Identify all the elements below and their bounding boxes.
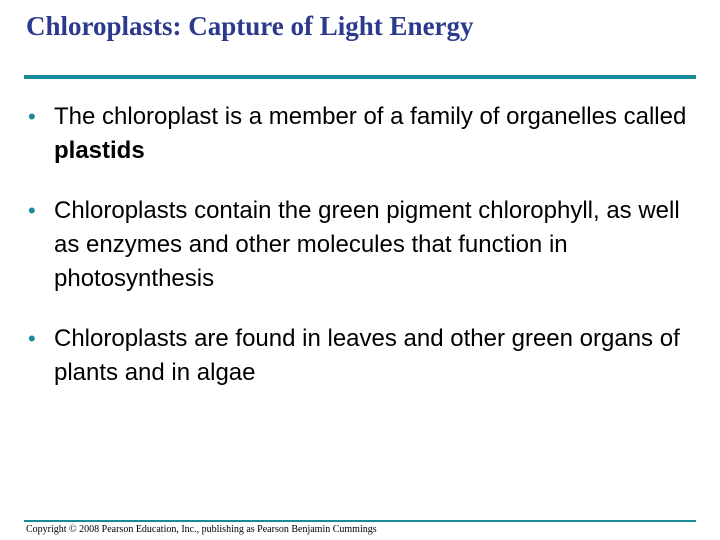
bullet-item <box>28 194 688 296</box>
footer-divider <box>24 520 696 522</box>
slide-title: Chloroplasts: Capture of Light Energy <box>26 11 474 41</box>
title-divider <box>24 75 696 79</box>
bullet-marker: • <box>28 198 36 223</box>
bullet-item <box>28 322 688 390</box>
bullet-text: Chloroplasts are found in leaves and other green organs of plants and in algae <box>54 325 680 386</box>
bullet-marker: • <box>28 326 36 351</box>
bullet-text: Chloroplasts contain the green pigment chlorophyll, as well as enzymes and other molecules that function in photosynthesis <box>54 197 680 292</box>
bullet-text: The chloroplast is a member of a family of organelles called <box>54 103 687 130</box>
bullet-marker: • <box>28 104 36 129</box>
copyright-footer: Copyright © 2008 Pearson Education, Inc., publishing as Pearson Benjamin Cummings <box>26 524 377 535</box>
bullet-list <box>28 100 688 416</box>
bullet-bold-term: plastids <box>54 137 145 164</box>
bullet-item <box>28 100 688 168</box>
